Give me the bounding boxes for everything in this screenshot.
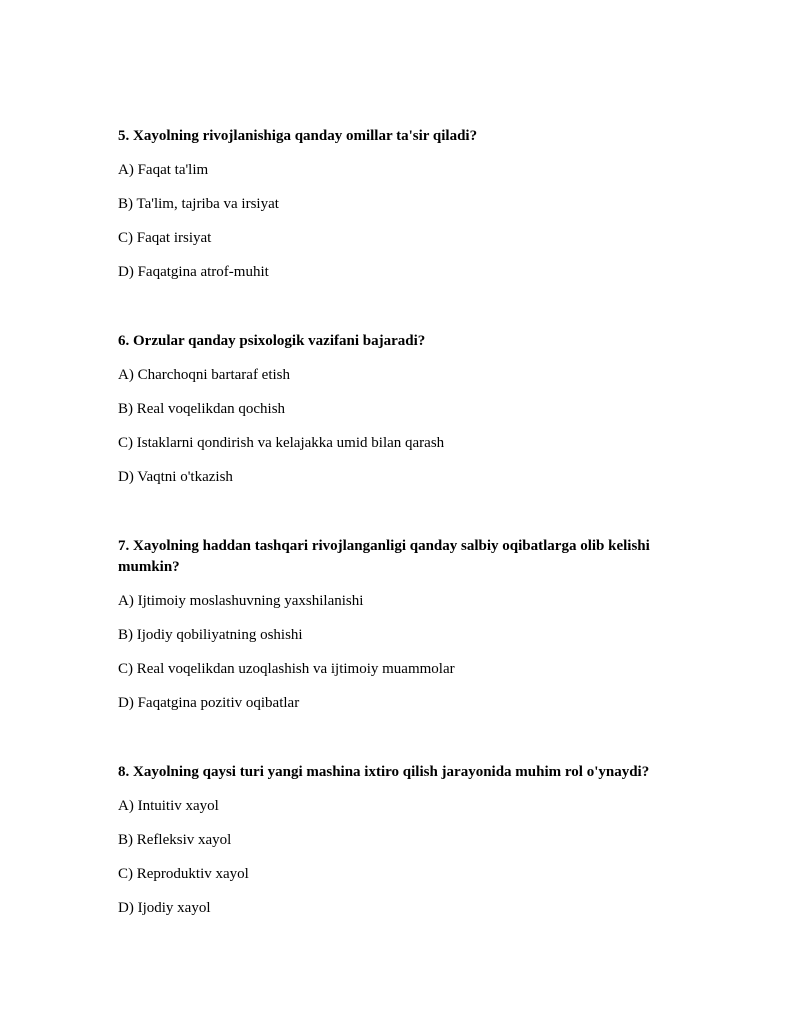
- document-page: [118, 126, 688, 967]
- question-7: [118, 536, 688, 714]
- option-d: D) Faqatgina atrof-muhit: [118, 264, 269, 280]
- option-b: B) Ta'lim, tajriba va irsiyat: [118, 196, 279, 212]
- option-c: C) Reproduktiv xayol: [118, 866, 249, 882]
- option-b: B) Refleksiv xayol: [118, 832, 232, 848]
- option-d: D) Vaqtni o'tkazish: [118, 469, 233, 485]
- question-text: 8. Xayolning qaysi turi yangi mashina ixtiro qilish jarayonida muhim rol o'ynaydi?: [118, 764, 650, 780]
- option-c: C) Faqat irsiyat: [118, 230, 212, 246]
- question-text: 7. Xayolning haddan tashqari rivojlanganligi qanday salbiy oqibatlarga olib kelishi mumkin?: [118, 538, 650, 575]
- option-c: C) Istaklarni qondirish va kelajakka umid bilan qarash: [118, 435, 445, 451]
- option-c: C) Real voqelikdan uzoqlashish va ijtimoiy muammolar: [118, 661, 455, 677]
- option-b: B) Ijodiy qobiliyatning oshishi: [118, 627, 303, 643]
- option-a: A) Intuitiv xayol: [118, 798, 219, 814]
- question-6: [118, 331, 688, 488]
- option-a: A) Faqat ta'lim: [118, 162, 209, 178]
- question-text: 6. Orzular qanday psixologik vazifani bajaradi?: [118, 333, 426, 349]
- question-text: 5. Xayolning rivojlanishiga qanday omillar ta'sir qiladi?: [118, 128, 478, 144]
- question-8: [118, 762, 688, 919]
- option-a: A) Charchoqni bartaraf etish: [118, 367, 291, 383]
- option-b: B) Real voqelikdan qochish: [118, 401, 286, 417]
- option-a: A) Ijtimoiy moslashuvning yaxshilanishi: [118, 593, 364, 609]
- option-d: D) Ijodiy xayol: [118, 900, 211, 916]
- option-d: D) Faqatgina pozitiv oqibatlar: [118, 695, 300, 711]
- question-5: [118, 126, 688, 283]
